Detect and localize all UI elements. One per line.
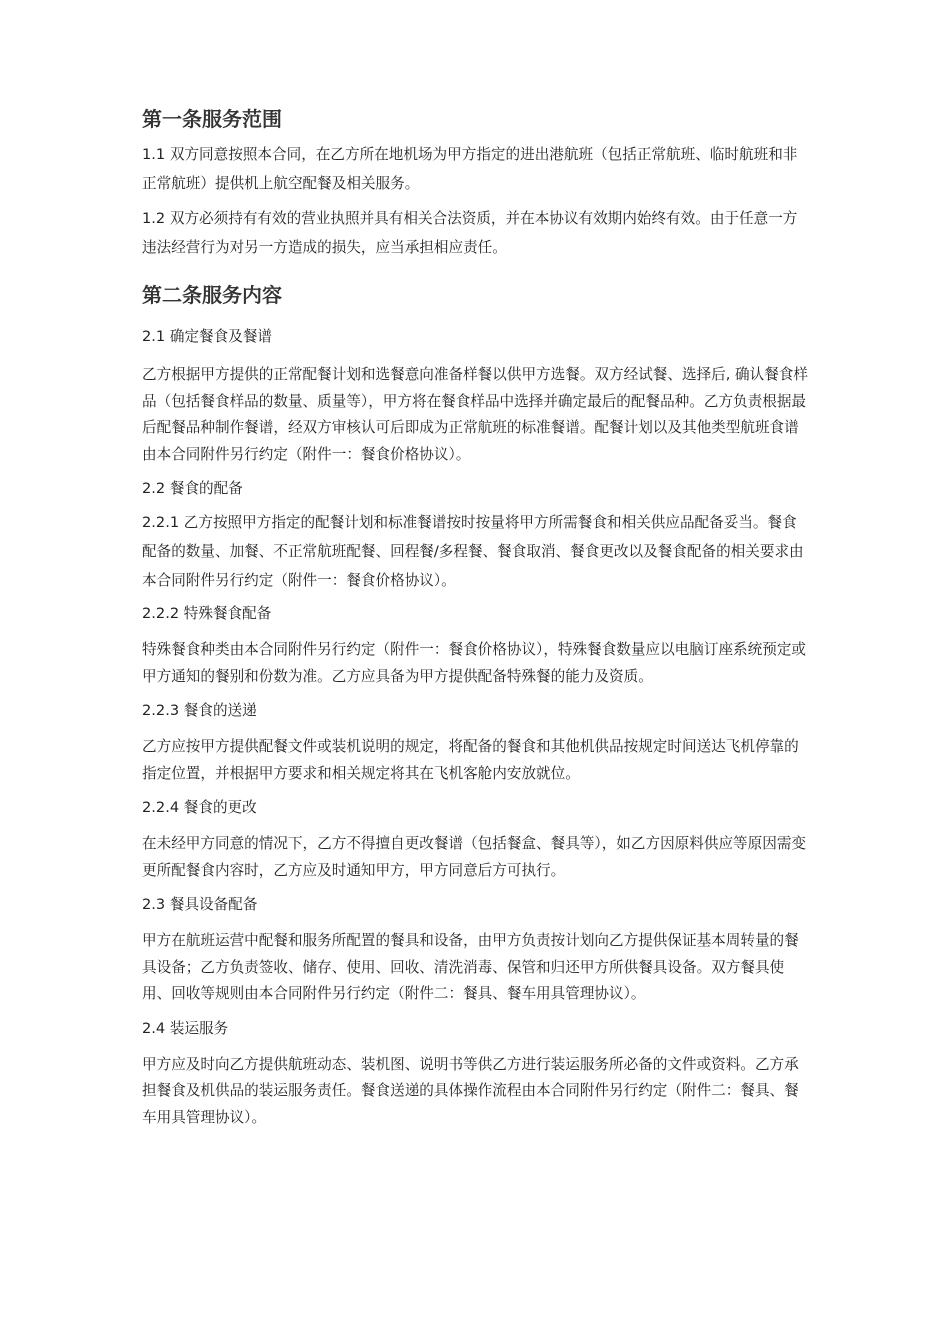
section-2-2-3-title: 2.2.3 餐食的送递 bbox=[142, 702, 257, 719]
section-2-2-4-title: 2.2.4 餐食的更改 bbox=[142, 799, 257, 816]
document-page bbox=[142, 104, 808, 1131]
section-2-1-body: 乙方根据甲方提供的正常配餐计划和选餐意向准备样餐以供甲方选餐。双方经试餐、选择后, 确认餐食样品（包括餐食样品的数量、质量等），甲方将在餐食样品中选择并确定最后的配餐品种。乙方负责根据最后配餐品种制作餐谱，经双方审核认可后即成为正常航班的标准餐谱。配餐计划以及其他类型航班食谱由本合同附件另行约定（附件一：餐食价格协议）。 bbox=[142, 366, 809, 463]
section-2-2-1-body: 2.2.1 乙方按照甲方指定的配餐计划和标准餐谱按时按量将甲方所需餐食和相关供应品配备妥当。餐食配备的数量、加餐、不正常航班配餐、回程餐/多程餐、餐食取消、餐食更改以及餐食配备的相关要求由本合同附件另行约定（附件一：餐食价格协议）。 bbox=[142, 514, 804, 589]
section-2-2-3-body: 乙方应按甲方提供配餐文件或装机说明的规定，将配备的餐食和其他机供品按规定时间送达飞机停靠的指定位置，并根据甲方要求和相关规定将其在飞机客舱内安放就位。 bbox=[142, 738, 799, 782]
section-2-3-body: 甲方在航班运营中配餐和服务所配置的餐具和设备，由甲方负责按计划向乙方提供保证基本周转量的餐具设备；乙方负责签收、储存、使用、回收、清洗消毒、保管和归还甲方所供餐具设备。双方餐具使用、回收等规则由本合同附件另行约定（附件二：餐具、餐车用具管理协议）。 bbox=[142, 932, 799, 1002]
section-2-2-4-body: 在未经甲方同意的情况下，乙方不得擅自更改餐谱（包括餐盒、餐具等），如乙方因原料供应等原因需变更所配餐食内容时，乙方应及时通知甲方，甲方同意后方可执行。 bbox=[142, 835, 807, 879]
section-2-3-title: 2.3 餐具设备配备 bbox=[142, 896, 258, 913]
clause-1-2: 1.2 双方必须持有有效的营业执照并具有相关合法资质，并在本协议有效期内始终有效。由于任意一方违法经营行为对另一方造成的损失，应当承担相应责任。 bbox=[142, 210, 798, 256]
clause-1-1: 1.1 双方同意按照本合同，在乙方所在地机场为甲方指定的进出港航班（包括正常航班、临时航班和非正常航班）提供机上航空配餐及相关服务。 bbox=[142, 146, 798, 192]
section-2-2-2-body: 特殊餐食种类由本合同附件另行约定（附件一：餐食价格协议），特殊餐食数量应以电脑订座系统预定或甲方通知的餐别和份数为准。乙方应具备为甲方提供配备特殊餐的能力及资质。 bbox=[142, 641, 807, 685]
section-2-2-2-title: 2.2.2 特殊餐食配备 bbox=[142, 605, 272, 622]
section-2-4-body: 甲方应及时向乙方提供航班动态、装机图、说明书等供乙方进行装运服务所必备的文件或资料。乙方承担餐食及机供品的装运服务责任。餐食送递的具体操作流程由本合同附件另行约定（附件二：餐具、餐车用具管理协议）。 bbox=[142, 1055, 799, 1126]
section-2-2-title: 2.2 餐食的配备 bbox=[142, 480, 243, 497]
section-2-1-title: 2.1 确定餐食及餐谱 bbox=[142, 328, 273, 345]
section-2-4-title: 2.4 装运服务 bbox=[142, 1019, 229, 1037]
article-1-title: 第一条服务范围 bbox=[142, 107, 282, 131]
article-2-title: 第二条服务内容 bbox=[142, 283, 282, 307]
